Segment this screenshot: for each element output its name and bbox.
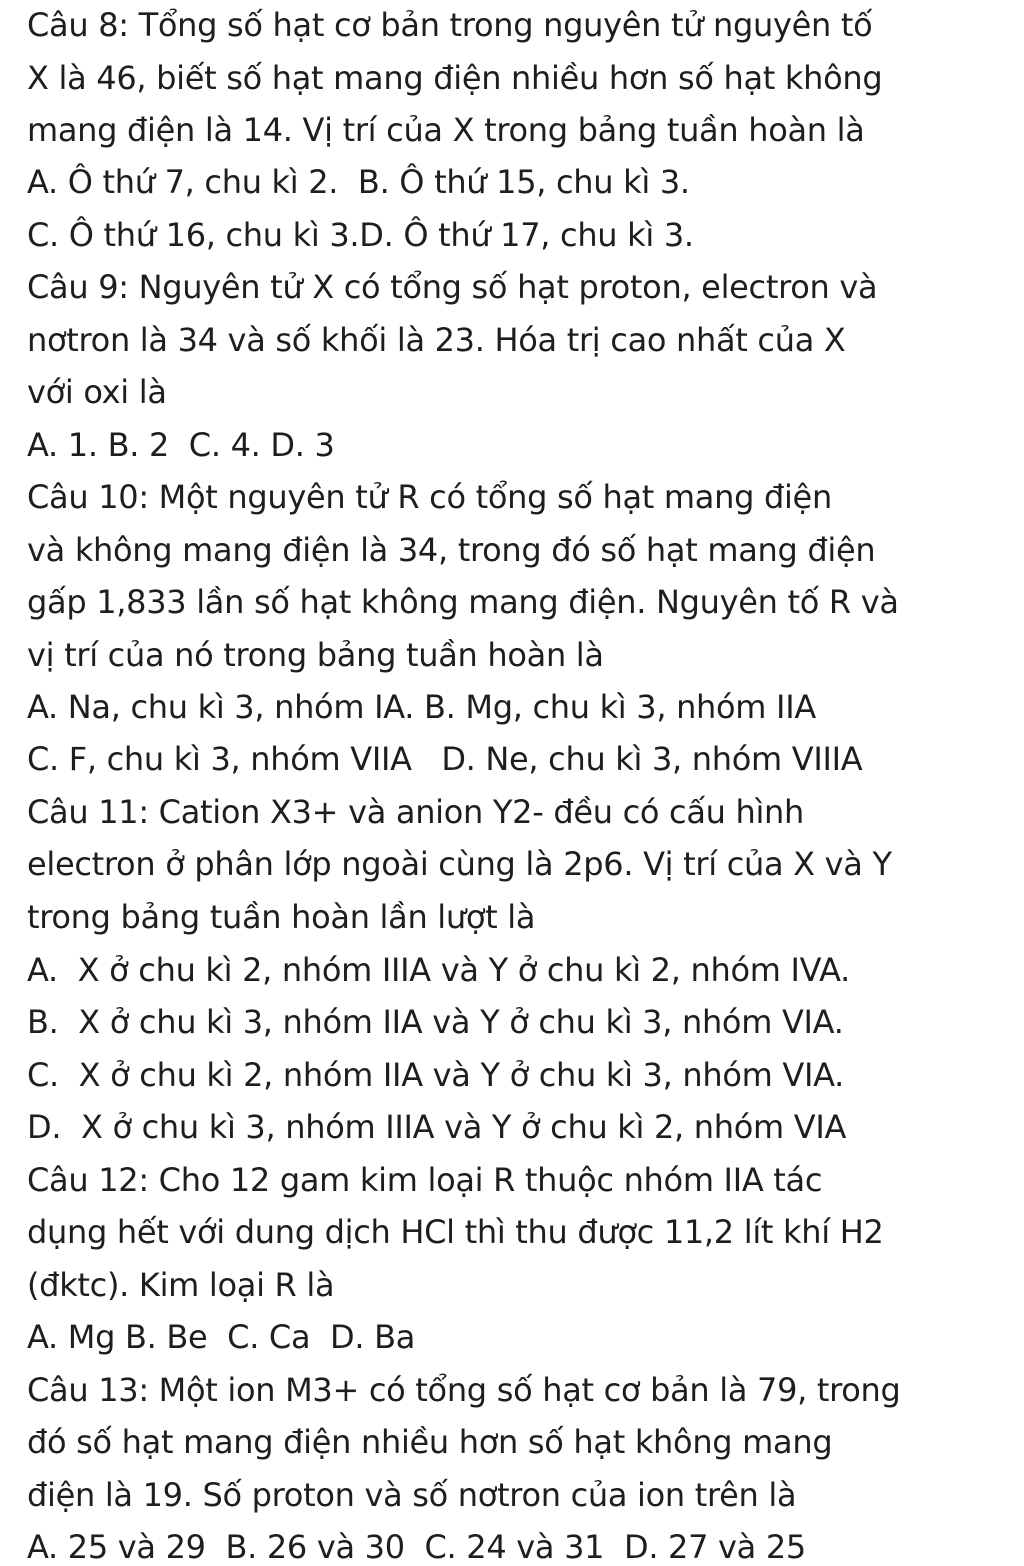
- text-line: mang điện là 14. Vị trí của X trong bảng tuần hoàn là: [27, 111, 865, 149]
- text-line: D. X ở chu kì 3, nhóm IIIA và Y ở chu kì 2, nhóm VIA: [27, 1108, 847, 1146]
- text-line: A. X ở chu kì 2, nhóm IIIA và Y ở chu kì 2, nhóm IVA.: [27, 951, 851, 989]
- text-line: nơtron là 34 và số khối là 23. Hóa trị cao nhất của X: [27, 321, 846, 359]
- text-line: A. Na, chu kì 3, nhóm IA. B. Mg, chu kì 3, nhóm IIA: [27, 688, 816, 726]
- text-line: dụng hết với dung dịch HCl thì thu được 11,2 lít khí H2: [27, 1213, 884, 1251]
- text-line: Câu 9: Nguyên tử X có tổng số hạt proton, electron và: [27, 268, 878, 306]
- text-line: C. Ô thứ 16, chu kì 3.D. Ô thứ 17, chu kì 3.: [27, 216, 694, 254]
- text-line: Câu 10: Một nguyên tử R có tổng số hạt mang điện: [27, 478, 832, 516]
- text-line: X là 46, biết số hạt mang điện nhiều hơn số hạt không: [27, 59, 883, 97]
- text-line: đó số hạt mang điện nhiều hơn số hạt không mang: [27, 1423, 833, 1461]
- text-line: C. X ở chu kì 2, nhóm IIA và Y ở chu kì 3, nhóm VIA.: [27, 1056, 844, 1094]
- text-line: gấp 1,833 lần số hạt không mang điện. Nguyên tố R và: [27, 583, 899, 621]
- text-line: (đktc). Kim loại R là: [27, 1266, 335, 1304]
- text-line: Câu 8: Tổng số hạt cơ bản trong nguyên tử nguyên tố: [27, 6, 873, 44]
- text-line: Câu 13: Một ion M3+ có tổng số hạt cơ bản là 79, trong: [27, 1371, 901, 1409]
- text-line: B. X ở chu kì 3, nhóm IIA và Y ở chu kì 3, nhóm VIA.: [27, 1003, 844, 1041]
- text-line: A. 25 và 29 B. 26 và 30 C. 24 và 31 D. 27 và 25: [27, 1528, 806, 1566]
- text-line: A. Ô thứ 7, chu kì 2. B. Ô thứ 15, chu kì 3.: [27, 163, 690, 201]
- text-line: vị trí của nó trong bảng tuần hoàn là: [27, 636, 604, 674]
- text-line: điện là 19. Số proton và số nơtron của ion trên là: [27, 1476, 797, 1514]
- text-line: với oxi là: [27, 373, 167, 411]
- text-line: trong bảng tuần hoàn lần lượt là: [27, 898, 536, 936]
- text-line: Câu 12: Cho 12 gam kim loại R thuộc nhóm IIA tác: [27, 1161, 823, 1199]
- text-line: A. 1. B. 2 C. 4. D. 3: [27, 426, 335, 464]
- text-line: và không mang điện là 34, trong đó số hạt mang điện: [27, 531, 876, 569]
- text-line: C. F, chu kì 3, nhóm VIIA D. Ne, chu kì 3, nhóm VIIIA: [27, 740, 863, 778]
- text-line: electron ở phân lớp ngoài cùng là 2p6. Vị trí của X và Y: [27, 845, 892, 883]
- text-line: Câu 11: Cation X3+ và anion Y2- đều có cấu hình: [27, 793, 805, 831]
- text-line: A. Mg B. Be C. Ca D. Ba: [27, 1318, 416, 1356]
